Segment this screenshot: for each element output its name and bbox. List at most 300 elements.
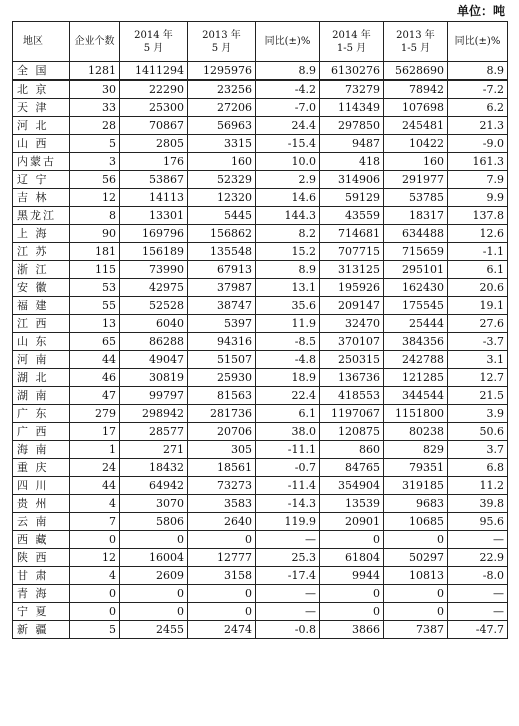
cell-may-2013: 52329: [188, 171, 256, 189]
cell-yoy-month: -17.4: [256, 567, 320, 585]
table-row: [13, 315, 508, 333]
header-companies: 企业个数: [70, 22, 120, 62]
cell-ytd-2014: 860: [320, 441, 384, 459]
cell-region: 宁 夏: [13, 603, 70, 621]
cell-region: 全 国: [13, 62, 70, 81]
cell-region: 山 西: [13, 135, 70, 153]
cell-region: 湖 南: [13, 387, 70, 405]
cell-companies: 65: [70, 333, 120, 351]
cell-yoy-ytd: 20.6: [448, 279, 508, 297]
cell-may-2013: 12777: [188, 549, 256, 567]
cell-ytd-2013: 715659: [384, 243, 448, 261]
cell-ytd-2013: 107698: [384, 99, 448, 117]
cell-yoy-month: 35.6: [256, 297, 320, 315]
cell-yoy-ytd: —: [448, 603, 508, 621]
cell-may-2013: 0: [188, 531, 256, 549]
header-ytd-2014-range: 1-5 月: [336, 42, 367, 54]
cell-ytd-2014: 418553: [320, 387, 384, 405]
table-row: [13, 567, 508, 585]
cell-companies: 12: [70, 189, 120, 207]
cell-may-2013: 37987: [188, 279, 256, 297]
cell-yoy-month: 2.9: [256, 171, 320, 189]
cell-yoy-month: -7.0: [256, 99, 320, 117]
cell-companies: 8: [70, 207, 120, 225]
cell-companies: 279: [70, 405, 120, 423]
table-row: [13, 603, 508, 621]
cell-region: 海 南: [13, 441, 70, 459]
header-yoy-month: 同比(±)%: [256, 22, 320, 62]
cell-may-2014: 271: [120, 441, 188, 459]
table-row: [13, 423, 508, 441]
cell-yoy-month: —: [256, 585, 320, 603]
cell-may-2014: 2455: [120, 621, 188, 639]
header-ytd-2014-year: 2014 年: [332, 29, 371, 41]
cell-yoy-month: -0.8: [256, 621, 320, 639]
table-row: [13, 351, 508, 369]
header-may-2013-month: 5 月: [211, 42, 232, 54]
cell-companies: 28: [70, 117, 120, 135]
cell-ytd-2014: 313125: [320, 261, 384, 279]
cell-companies: 24: [70, 459, 120, 477]
cell-may-2014: 3070: [120, 495, 188, 513]
cell-may-2013: 73273: [188, 477, 256, 495]
table-row: [13, 99, 508, 117]
cell-yoy-ytd: 27.6: [448, 315, 508, 333]
cell-may-2014: 298942: [120, 405, 188, 423]
table-header: [13, 22, 508, 62]
cell-ytd-2014: 209147: [320, 297, 384, 315]
cell-yoy-ytd: 8.9: [448, 62, 508, 81]
cell-ytd-2013: 10685: [384, 513, 448, 531]
cell-yoy-ytd: —: [448, 585, 508, 603]
table-row: [13, 531, 508, 549]
cell-ytd-2013: 18317: [384, 207, 448, 225]
cell-yoy-ytd: -9.0: [448, 135, 508, 153]
cell-ytd-2013: 50297: [384, 549, 448, 567]
cell-yoy-month: 15.2: [256, 243, 320, 261]
table-row: [13, 171, 508, 189]
cell-ytd-2013: 10813: [384, 567, 448, 585]
cell-ytd-2013: 0: [384, 585, 448, 603]
cell-yoy-ytd: 19.1: [448, 297, 508, 315]
cell-yoy-ytd: 11.2: [448, 477, 508, 495]
cell-yoy-ytd: -7.2: [448, 80, 508, 99]
cell-yoy-month: 18.9: [256, 369, 320, 387]
cell-ytd-2013: 245481: [384, 117, 448, 135]
cell-yoy-month: 8.9: [256, 261, 320, 279]
cell-yoy-ytd: 12.7: [448, 369, 508, 387]
cell-yoy-ytd: 9.9: [448, 189, 508, 207]
cell-yoy-ytd: 137.8: [448, 207, 508, 225]
cell-may-2014: 64942: [120, 477, 188, 495]
cell-ytd-2014: 1197067: [320, 405, 384, 423]
cell-ytd-2013: 121285: [384, 369, 448, 387]
cell-may-2013: 135548: [188, 243, 256, 261]
cell-ytd-2013: 80238: [384, 423, 448, 441]
table-row: [13, 207, 508, 225]
cell-may-2014: 0: [120, 531, 188, 549]
table-row: [13, 585, 508, 603]
cell-region: 河 北: [13, 117, 70, 135]
cell-region: 北 京: [13, 80, 70, 99]
cell-may-2014: 5806: [120, 513, 188, 531]
header-may-2014-month: 5 月: [143, 42, 164, 54]
table-row: [13, 153, 508, 171]
cell-may-2013: 156862: [188, 225, 256, 243]
cell-may-2013: 38747: [188, 297, 256, 315]
cell-may-2014: 52528: [120, 297, 188, 315]
cell-companies: 1: [70, 441, 120, 459]
cell-ytd-2014: 114349: [320, 99, 384, 117]
cell-region: 天 津: [13, 99, 70, 117]
table-row: [13, 513, 508, 531]
cell-region: 黑龙江: [13, 207, 70, 225]
cell-yoy-ytd: 6.2: [448, 99, 508, 117]
cell-may-2013: 51507: [188, 351, 256, 369]
cell-region: 辽 宁: [13, 171, 70, 189]
table-row: [13, 62, 508, 81]
cell-ytd-2014: 59129: [320, 189, 384, 207]
cell-companies: 115: [70, 261, 120, 279]
cell-region: 广 东: [13, 405, 70, 423]
cell-yoy-ytd: 3.7: [448, 441, 508, 459]
cell-yoy-month: 8.2: [256, 225, 320, 243]
cell-region: 内蒙古: [13, 153, 70, 171]
cell-companies: 44: [70, 351, 120, 369]
cell-yoy-ytd: 161.3: [448, 153, 508, 171]
cell-companies: 33: [70, 99, 120, 117]
cell-ytd-2013: 0: [384, 603, 448, 621]
cell-yoy-month: —: [256, 603, 320, 621]
cell-may-2014: 73990: [120, 261, 188, 279]
cell-companies: 30: [70, 80, 120, 99]
cell-ytd-2013: 25444: [384, 315, 448, 333]
cell-ytd-2013: 53785: [384, 189, 448, 207]
cell-yoy-month: 6.1: [256, 405, 320, 423]
cell-region: 吉 林: [13, 189, 70, 207]
cell-region: 陕 西: [13, 549, 70, 567]
cell-may-2014: 22290: [120, 80, 188, 99]
cell-ytd-2014: 84765: [320, 459, 384, 477]
cell-ytd-2013: 291977: [384, 171, 448, 189]
table-row: [13, 279, 508, 297]
cell-yoy-ytd: 22.9: [448, 549, 508, 567]
cell-ytd-2014: 707715: [320, 243, 384, 261]
cell-yoy-month: -11.4: [256, 477, 320, 495]
cell-companies: 56: [70, 171, 120, 189]
table-row: [13, 387, 508, 405]
cell-yoy-ytd: —: [448, 531, 508, 549]
cell-companies: 7: [70, 513, 120, 531]
cell-region: 浙 江: [13, 261, 70, 279]
cell-yoy-month: 119.9: [256, 513, 320, 531]
cell-companies: 0: [70, 531, 120, 549]
cell-may-2014: 42975: [120, 279, 188, 297]
cell-may-2013: 305: [188, 441, 256, 459]
header-ytd-2014: [320, 22, 384, 62]
cell-may-2014: 53867: [120, 171, 188, 189]
cell-may-2013: 2640: [188, 513, 256, 531]
cell-companies: 53: [70, 279, 120, 297]
cell-yoy-month: -14.3: [256, 495, 320, 513]
cell-yoy-month: -4.2: [256, 80, 320, 99]
cell-region: 重 庆: [13, 459, 70, 477]
cell-companies: 47: [70, 387, 120, 405]
cell-companies: 4: [70, 567, 120, 585]
cell-yoy-ytd: 95.6: [448, 513, 508, 531]
cell-may-2013: 5397: [188, 315, 256, 333]
table-row: [13, 243, 508, 261]
cell-yoy-month: —: [256, 531, 320, 549]
cell-may-2014: 2609: [120, 567, 188, 585]
cell-may-2013: 23256: [188, 80, 256, 99]
header-ytd-2013-range: 1-5 月: [400, 42, 431, 54]
cell-companies: 1281: [70, 62, 120, 81]
cell-may-2014: 176: [120, 153, 188, 171]
cell-may-2013: 20706: [188, 423, 256, 441]
cell-ytd-2014: 370107: [320, 333, 384, 351]
cell-companies: 44: [70, 477, 120, 495]
cell-region: 湖 北: [13, 369, 70, 387]
cell-ytd-2013: 9683: [384, 495, 448, 513]
cell-may-2014: 18432: [120, 459, 188, 477]
cell-may-2014: 28577: [120, 423, 188, 441]
cell-may-2014: 30819: [120, 369, 188, 387]
cell-may-2013: 0: [188, 585, 256, 603]
cell-may-2014: 49047: [120, 351, 188, 369]
cell-region: 新 疆: [13, 621, 70, 639]
cell-ytd-2013: 5628690: [384, 62, 448, 81]
cell-yoy-ytd: 3.9: [448, 405, 508, 423]
cell-may-2014: 70867: [120, 117, 188, 135]
cell-yoy-month: 24.4: [256, 117, 320, 135]
header-ytd-2013-year: 2013 年: [396, 29, 435, 41]
table-row: [13, 441, 508, 459]
cell-region: 福 建: [13, 297, 70, 315]
cell-may-2013: 67913: [188, 261, 256, 279]
cell-yoy-ytd: 50.6: [448, 423, 508, 441]
cell-region: 甘 肃: [13, 567, 70, 585]
cell-ytd-2014: 314906: [320, 171, 384, 189]
cell-may-2014: 16004: [120, 549, 188, 567]
cell-ytd-2014: 73279: [320, 80, 384, 99]
cell-ytd-2013: 78942: [384, 80, 448, 99]
cell-ytd-2014: 6130276: [320, 62, 384, 81]
cell-may-2014: 99797: [120, 387, 188, 405]
cell-yoy-ytd: 39.8: [448, 495, 508, 513]
cell-ytd-2013: 344544: [384, 387, 448, 405]
cell-ytd-2013: 79351: [384, 459, 448, 477]
cell-yoy-ytd: 6.8: [448, 459, 508, 477]
cell-yoy-ytd: 3.1: [448, 351, 508, 369]
cell-may-2014: 1411294: [120, 62, 188, 81]
cell-ytd-2014: 418: [320, 153, 384, 171]
cell-yoy-ytd: -47.7: [448, 621, 508, 639]
cell-ytd-2013: 295101: [384, 261, 448, 279]
cell-ytd-2014: 250315: [320, 351, 384, 369]
cell-may-2013: 3158: [188, 567, 256, 585]
cell-companies: 0: [70, 603, 120, 621]
cell-ytd-2014: 297850: [320, 117, 384, 135]
cell-yoy-month: 8.9: [256, 62, 320, 81]
cell-companies: 55: [70, 297, 120, 315]
cell-ytd-2013: 319185: [384, 477, 448, 495]
cell-companies: 46: [70, 369, 120, 387]
cell-ytd-2013: 162430: [384, 279, 448, 297]
cell-may-2014: 25300: [120, 99, 188, 117]
header-may-2014-year: 2014 年: [134, 29, 173, 41]
cell-companies: 5: [70, 621, 120, 639]
cell-companies: 0: [70, 585, 120, 603]
cell-yoy-month: 11.9: [256, 315, 320, 333]
cell-yoy-ytd: -3.7: [448, 333, 508, 351]
cell-region: 四 川: [13, 477, 70, 495]
header-yoy-ytd: 同比(±)%: [448, 22, 508, 62]
cell-may-2013: 1295976: [188, 62, 256, 81]
cell-may-2013: 3315: [188, 135, 256, 153]
cell-may-2013: 3583: [188, 495, 256, 513]
cell-ytd-2014: 61804: [320, 549, 384, 567]
cell-companies: 90: [70, 225, 120, 243]
cell-may-2013: 25930: [188, 369, 256, 387]
cell-may-2014: 0: [120, 585, 188, 603]
cell-yoy-month: 25.3: [256, 549, 320, 567]
cell-region: 安 徽: [13, 279, 70, 297]
cell-companies: 4: [70, 495, 120, 513]
table-row: [13, 477, 508, 495]
cell-region: 广 西: [13, 423, 70, 441]
cell-ytd-2013: 1151800: [384, 405, 448, 423]
cell-ytd-2014: 9487: [320, 135, 384, 153]
cell-may-2013: 281736: [188, 405, 256, 423]
cell-may-2013: 160: [188, 153, 256, 171]
cell-yoy-month: 38.0: [256, 423, 320, 441]
cell-may-2013: 0: [188, 603, 256, 621]
cell-may-2014: 0: [120, 603, 188, 621]
cell-may-2014: 14113: [120, 189, 188, 207]
cell-ytd-2014: 136736: [320, 369, 384, 387]
cell-region: 山 东: [13, 333, 70, 351]
cell-region: 西 藏: [13, 531, 70, 549]
cell-ytd-2013: 160: [384, 153, 448, 171]
cell-ytd-2014: 3866: [320, 621, 384, 639]
cell-ytd-2014: 0: [320, 603, 384, 621]
cell-yoy-month: -0.7: [256, 459, 320, 477]
cell-ytd-2013: 0: [384, 531, 448, 549]
cell-may-2013: 2474: [188, 621, 256, 639]
cell-ytd-2013: 10422: [384, 135, 448, 153]
cell-may-2013: 18561: [188, 459, 256, 477]
cell-companies: 17: [70, 423, 120, 441]
table-row: [13, 135, 508, 153]
cell-ytd-2013: 242788: [384, 351, 448, 369]
cell-ytd-2014: 43559: [320, 207, 384, 225]
cell-yoy-ytd: 21.3: [448, 117, 508, 135]
cell-yoy-month: 10.0: [256, 153, 320, 171]
cell-may-2014: 156189: [120, 243, 188, 261]
cell-yoy-month: 13.1: [256, 279, 320, 297]
table-row: [13, 225, 508, 243]
cell-region: 江 西: [13, 315, 70, 333]
unit-label: 单位：吨: [456, 4, 505, 18]
cell-companies: 181: [70, 243, 120, 261]
cell-region: 贵 州: [13, 495, 70, 513]
cell-ytd-2014: 0: [320, 585, 384, 603]
cell-may-2014: 86288: [120, 333, 188, 351]
cell-yoy-month: -4.8: [256, 351, 320, 369]
cell-ytd-2014: 9944: [320, 567, 384, 585]
table-row: [13, 333, 508, 351]
cell-region: 上 海: [13, 225, 70, 243]
cell-companies: 13: [70, 315, 120, 333]
cell-region: 江 苏: [13, 243, 70, 261]
cell-yoy-month: -11.1: [256, 441, 320, 459]
cell-yoy-month: -15.4: [256, 135, 320, 153]
cell-ytd-2013: 175545: [384, 297, 448, 315]
header-may-2013: [188, 22, 256, 62]
cell-ytd-2014: 0: [320, 531, 384, 549]
table-row: [13, 80, 508, 99]
cell-yoy-month: -8.5: [256, 333, 320, 351]
data-table-container: [12, 21, 507, 639]
cell-ytd-2014: 32470: [320, 315, 384, 333]
cell-may-2014: 6040: [120, 315, 188, 333]
table-row: [13, 459, 508, 477]
production-table: [12, 21, 508, 639]
cell-ytd-2014: 354904: [320, 477, 384, 495]
cell-may-2013: 27206: [188, 99, 256, 117]
cell-yoy-month: 14.6: [256, 189, 320, 207]
cell-ytd-2014: 13539: [320, 495, 384, 513]
cell-may-2014: 13301: [120, 207, 188, 225]
cell-yoy-month: 144.3: [256, 207, 320, 225]
cell-may-2014: 169796: [120, 225, 188, 243]
cell-ytd-2013: 634488: [384, 225, 448, 243]
cell-companies: 12: [70, 549, 120, 567]
cell-may-2013: 94316: [188, 333, 256, 351]
cell-yoy-ytd: -8.0: [448, 567, 508, 585]
table-row: [13, 495, 508, 513]
header-may-2013-year: 2013 年: [202, 29, 241, 41]
cell-yoy-ytd: 6.1: [448, 261, 508, 279]
cell-yoy-ytd: 7.9: [448, 171, 508, 189]
table-row: [13, 297, 508, 315]
cell-companies: 5: [70, 135, 120, 153]
cell-ytd-2013: 7387: [384, 621, 448, 639]
cell-ytd-2014: 120875: [320, 423, 384, 441]
cell-ytd-2014: 714681: [320, 225, 384, 243]
table-row: [13, 621, 508, 639]
cell-companies: 3: [70, 153, 120, 171]
header-may-2014: [120, 22, 188, 62]
table-row: [13, 189, 508, 207]
cell-yoy-month: 22.4: [256, 387, 320, 405]
cell-yoy-ytd: 12.6: [448, 225, 508, 243]
cell-region: 青 海: [13, 585, 70, 603]
cell-region: 云 南: [13, 513, 70, 531]
cell-may-2013: 81563: [188, 387, 256, 405]
table-row: [13, 549, 508, 567]
cell-may-2014: 2805: [120, 135, 188, 153]
cell-region: 河 南: [13, 351, 70, 369]
cell-ytd-2014: 195926: [320, 279, 384, 297]
table-row: [13, 117, 508, 135]
header-ytd-2013: [384, 22, 448, 62]
cell-ytd-2013: 384356: [384, 333, 448, 351]
cell-ytd-2014: 20901: [320, 513, 384, 531]
cell-may-2013: 5445: [188, 207, 256, 225]
cell-yoy-ytd: 21.5: [448, 387, 508, 405]
